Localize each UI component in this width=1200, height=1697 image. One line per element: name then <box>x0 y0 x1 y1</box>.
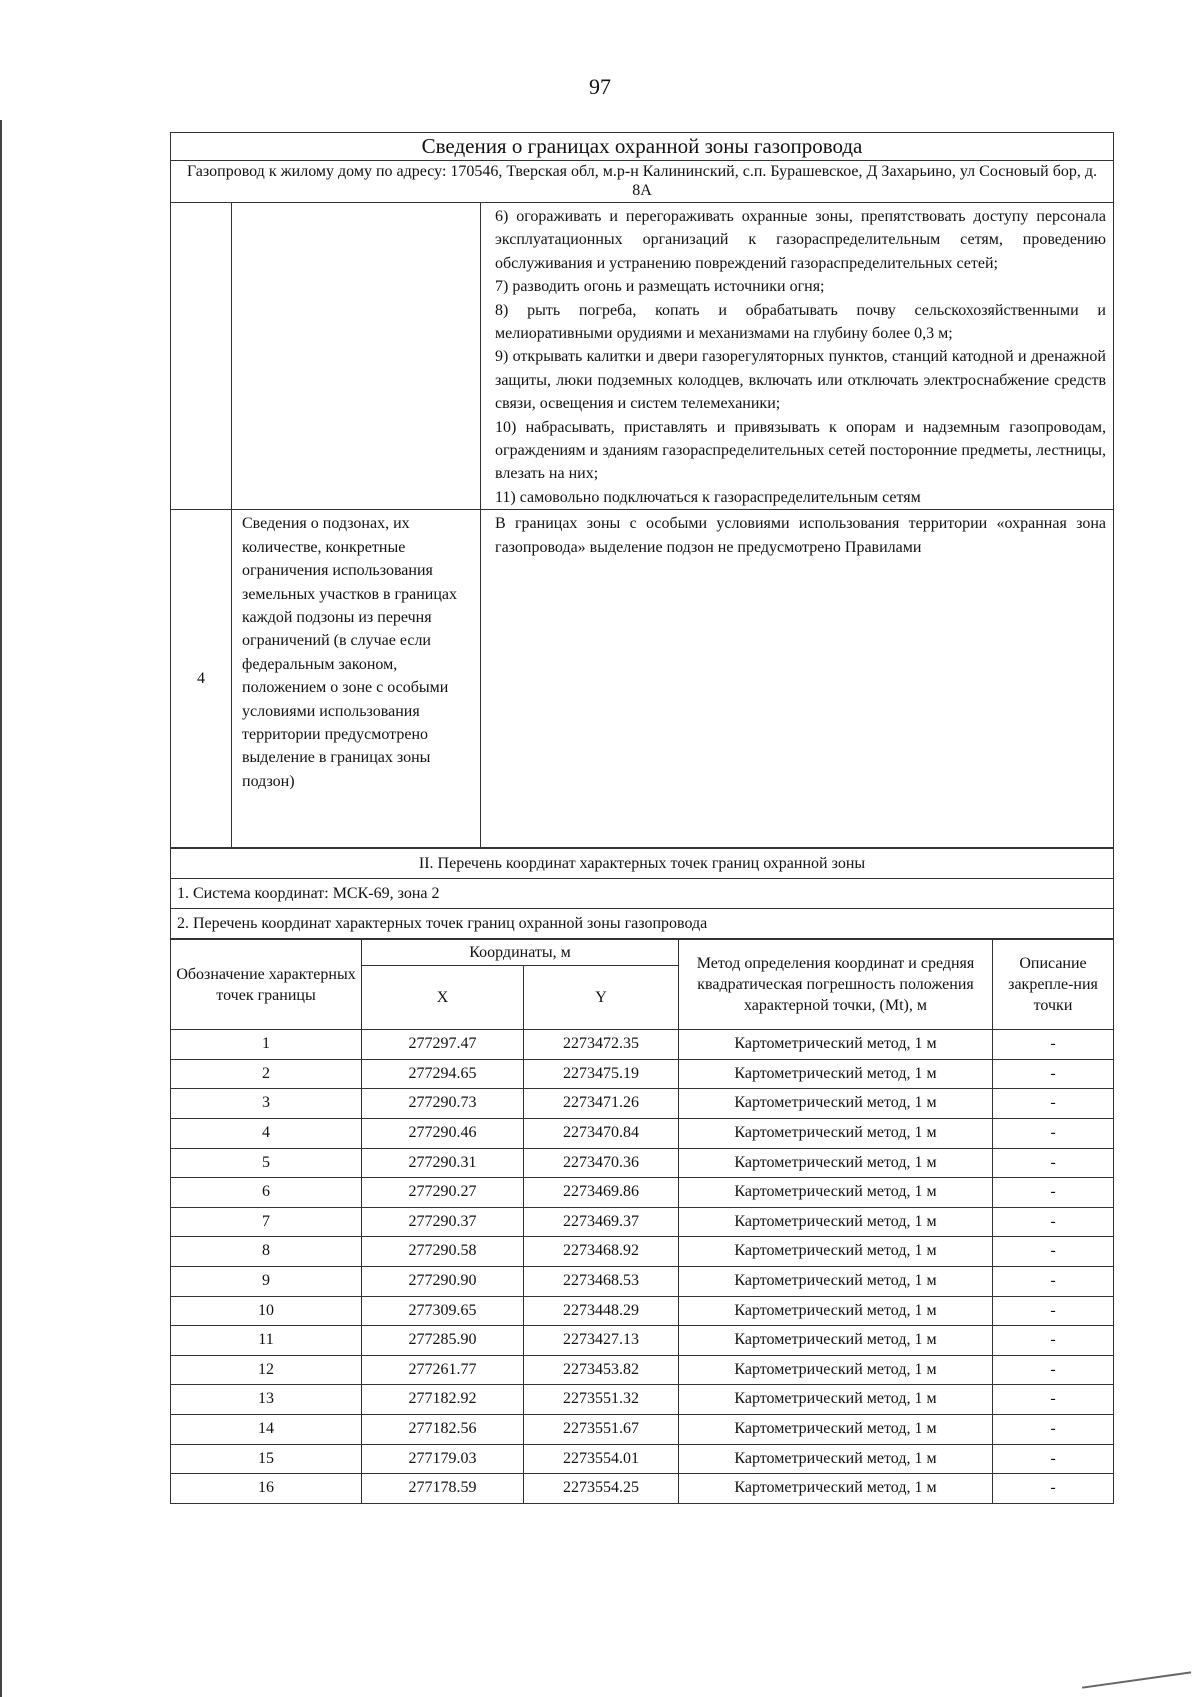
header-method: Метод определения координат и средняя квадратическая погрешность положения характерной точки, (Mt), м <box>679 940 993 1030</box>
coord-x: 277290.46 <box>362 1119 524 1149</box>
point-description: - <box>993 1119 1114 1149</box>
coord-y: 2273468.53 <box>524 1267 679 1297</box>
coord-y: 2273448.29 <box>524 1296 679 1326</box>
coord-y: 2273468.92 <box>524 1237 679 1267</box>
method: Картометрический метод, 1 м <box>679 1444 993 1474</box>
point-number: 1 <box>171 1030 362 1060</box>
coord-x: 277309.65 <box>362 1296 524 1326</box>
coord-y: 2273469.37 <box>524 1207 679 1237</box>
coord-y: 2273427.13 <box>524 1326 679 1356</box>
header-coordinates: Координаты, м <box>362 940 679 966</box>
section2-heading: II. Перечень координат характерных точек границ охранной зоны <box>171 849 1114 879</box>
point-number: 10 <box>171 1296 362 1326</box>
table-row <box>171 1326 1114 1356</box>
point-description: - <box>993 1296 1114 1326</box>
table-row <box>171 1385 1114 1415</box>
point-description: - <box>993 1444 1114 1474</box>
table-row <box>171 1444 1114 1474</box>
method: Картометрический метод, 1 м <box>679 1089 993 1119</box>
point-number: 11 <box>171 1326 362 1356</box>
table-row <box>171 1119 1114 1149</box>
object-address: Газопровод к жилому дому по адресу: 170546, Тверская обл, м.р-н Калининский, с.п. Бурашевское, Д Захарьино, ул Сосновый бор, д. 8А <box>171 161 1114 203</box>
header-y: Y <box>524 966 679 1030</box>
point-description: - <box>993 1474 1114 1504</box>
scan-artifact <box>1082 1671 1192 1694</box>
restriction-item: 6) огораживать и перегораживать охранные зоны, препятствовать доступу персонала эксплуатационных организаций к газораспределительным сетям, проведению обслуживания и устранению повреждений газораспределительных сетей; <box>495 208 1106 272</box>
coord-y: 2273470.84 <box>524 1119 679 1149</box>
point-description: - <box>993 1089 1114 1119</box>
point-description: - <box>993 1267 1114 1297</box>
table-row <box>171 1474 1114 1504</box>
coord-y: 2273472.35 <box>524 1030 679 1060</box>
table-row <box>171 1207 1114 1237</box>
table-row <box>171 1415 1114 1445</box>
coord-x: 277290.37 <box>362 1207 524 1237</box>
point-number: 8 <box>171 1237 362 1267</box>
coord-x: 277285.90 <box>362 1326 524 1356</box>
scan-edge-line <box>0 120 2 1697</box>
empty-number-cell <box>171 203 232 510</box>
point-description: - <box>993 1385 1114 1415</box>
method: Картометрический метод, 1 м <box>679 1326 993 1356</box>
table-row <box>171 1237 1114 1267</box>
point-description: - <box>993 1178 1114 1208</box>
header-point: Обозначение характерных точек границы <box>171 940 362 1030</box>
table-row <box>171 1267 1114 1297</box>
coord-y: 2273551.67 <box>524 1415 679 1445</box>
point-number: 12 <box>171 1355 362 1385</box>
restrictions-list-cell <box>481 203 1114 510</box>
point-number: 13 <box>171 1385 362 1415</box>
point-number: 2 <box>171 1059 362 1089</box>
coord-y: 2273551.32 <box>524 1385 679 1415</box>
point-description: - <box>993 1355 1114 1385</box>
coord-y: 2273469.86 <box>524 1178 679 1208</box>
method: Картометрический метод, 1 м <box>679 1119 993 1149</box>
coordinates-body <box>171 1030 1114 1504</box>
title-row <box>171 133 1114 161</box>
coord-y: 2273471.26 <box>524 1089 679 1119</box>
empty-label-cell <box>232 203 481 510</box>
method: Картометрический метод, 1 м <box>679 1385 993 1415</box>
restriction-item: 11) самовольно подключаться к газораспределительным сетям <box>495 488 921 506</box>
restriction-item: 9) открывать калитки и двери газорегуляторных пунктов, станций катодной и дренажной защиты, люки подземных колодцев, включать или отключать электроснабжение средств связи, освещения и систем телемеханики; <box>495 348 1106 413</box>
point-description: - <box>993 1207 1114 1237</box>
header-description: Описание закрепле-ния точки <box>993 940 1114 1030</box>
zone-info-table <box>170 132 1114 848</box>
coord-x: 277290.58 <box>362 1237 524 1267</box>
method: Картометрический метод, 1 м <box>679 1267 993 1297</box>
section2-lines <box>170 848 1114 939</box>
method: Картометрический метод, 1 м <box>679 1148 993 1178</box>
point-description: - <box>993 1415 1114 1445</box>
point-number: 5 <box>171 1148 362 1178</box>
method: Картометрический метод, 1 м <box>679 1059 993 1089</box>
point-number: 4 <box>171 1119 362 1149</box>
document-title: Сведения о границах охранной зоны газопровода <box>171 133 1114 161</box>
table-row <box>171 1089 1114 1119</box>
page-number: 97 <box>589 74 611 99</box>
point-description: - <box>993 1326 1114 1356</box>
point-description: - <box>993 1059 1114 1089</box>
point-number: 14 <box>171 1415 362 1445</box>
restriction-item: 8) рыть погреба, копать и обрабатывать почву сельскохозяйственными и мелиоративными орудиями и механизмами на глубину более 0,3 м; <box>495 301 1106 343</box>
point-number: 9 <box>171 1267 362 1297</box>
coord-x: 277297.47 <box>362 1030 524 1060</box>
table-row <box>171 1355 1114 1385</box>
point-number: 15 <box>171 1444 362 1474</box>
subzones-row <box>171 510 1114 848</box>
coord-x: 277290.90 <box>362 1267 524 1297</box>
subtitle-row <box>171 161 1114 203</box>
point-number: 3 <box>171 1089 362 1119</box>
row-number: 4 <box>171 510 232 848</box>
point-number: 7 <box>171 1207 362 1237</box>
point-number: 16 <box>171 1474 362 1504</box>
method: Картометрический метод, 1 м <box>679 1030 993 1060</box>
restrictions-continued-row <box>171 203 1114 510</box>
table-row <box>171 1030 1114 1060</box>
header-x: X <box>362 966 524 1030</box>
coord-y: 2273554.25 <box>524 1474 679 1504</box>
coord-y: 2273453.82 <box>524 1355 679 1385</box>
table-row <box>171 1059 1114 1089</box>
coord-x: 277182.56 <box>362 1415 524 1445</box>
method: Картометрический метод, 1 м <box>679 1296 993 1326</box>
coord-x: 277178.59 <box>362 1474 524 1504</box>
point-description: - <box>993 1237 1114 1267</box>
table-row <box>171 1178 1114 1208</box>
subzones-value: В границах зоны с особыми условиями использования территории «охранная зона газопровода» выделение подзон не предусмотрено Правилами <box>481 510 1114 848</box>
point-description: - <box>993 1030 1114 1060</box>
table-row <box>171 1296 1114 1326</box>
method: Картометрический метод, 1 м <box>679 1207 993 1237</box>
coord-x: 277290.27 <box>362 1178 524 1208</box>
restriction-item: 10) набрасывать, приставлять и привязывать к опорам и надземным газопроводам, ограждениям и зданиям газораспределительных сетей посторонние предметы, лестницы, влезать на них; <box>495 418 1106 483</box>
method: Картометрический метод, 1 м <box>679 1415 993 1445</box>
coord-y: 2273554.01 <box>524 1444 679 1474</box>
table-row <box>171 1148 1114 1178</box>
coordinate-list-title: 2. Перечень координат характерных точек границ охранной зоны газопровода <box>171 909 1114 939</box>
coord-x: 277179.03 <box>362 1444 524 1474</box>
method: Картометрический метод, 1 м <box>679 1237 993 1267</box>
coordinate-system: 1. Система координат: МСК-69, зона 2 <box>171 879 1114 909</box>
coord-x: 277261.77 <box>362 1355 524 1385</box>
method: Картометрический метод, 1 м <box>679 1355 993 1385</box>
method: Картометрический метод, 1 м <box>679 1474 993 1504</box>
restriction-item: 7) разводить огонь и размещать источники огня; <box>495 278 825 296</box>
method: Картометрический метод, 1 м <box>679 1178 993 1208</box>
coord-y: 2273470.36 <box>524 1148 679 1178</box>
coord-y: 2273475.19 <box>524 1059 679 1089</box>
coord-x: 277294.65 <box>362 1059 524 1089</box>
coord-x: 277290.73 <box>362 1089 524 1119</box>
coord-x: 277290.31 <box>362 1148 524 1178</box>
point-number: 6 <box>171 1178 362 1208</box>
document-sheet <box>170 132 1114 1504</box>
point-description: - <box>993 1148 1114 1178</box>
coord-x: 277182.92 <box>362 1385 524 1415</box>
subzones-label: Сведения о подзонах, их количестве, конкретные ограничения использования земельных участков в границах каждой подзоны из перечня ограничений (в случае если федеральным законом, положением о зоне с особыми условиями использования территории предусмотрено выделение в границах зоны подзон) <box>232 510 481 848</box>
coordinates-table <box>170 939 1114 1504</box>
